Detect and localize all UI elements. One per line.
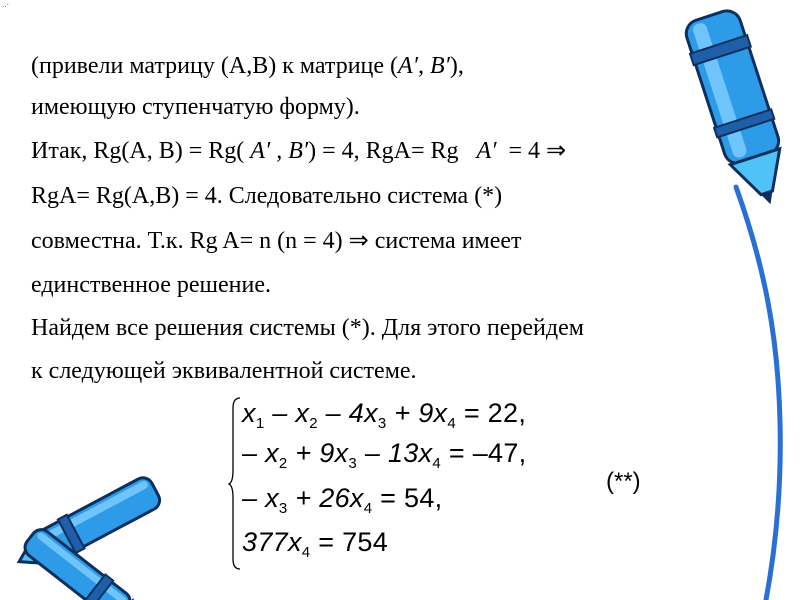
eq4-term-lead: 377x [242, 527, 302, 557]
eq4-rhs: = 754 [310, 527, 389, 557]
text-line-3-b: ) = 4, RgA= Rg [308, 138, 459, 164]
text-line-1-b: ), [449, 53, 464, 79]
text-line-3-a: Итак, Rg(A, B) = Rg( [31, 138, 245, 164]
eq1-term-3: + 9x [386, 398, 448, 428]
pens-icon [0, 476, 190, 600]
eq2-term-2: – 13x [357, 438, 433, 468]
equation-system [228, 396, 558, 571]
pen-icon [668, 2, 800, 600]
eq1-rhs: = 22, [456, 398, 527, 428]
eq2-sub-2: 3 [348, 455, 358, 472]
text-line-6: единственное решение. [31, 272, 271, 298]
text-line-1-a: (привели матрицу (А,В) к матрице ( [31, 53, 399, 79]
equation-2 [242, 438, 526, 472]
eq2-term-1: + 9x [287, 438, 349, 468]
eq2-sub-1: 2 [278, 455, 288, 472]
eq1-sub-4: 4 [447, 415, 457, 432]
eq1-term-lead: x [242, 398, 256, 428]
text-line-8: к следующей эквивалентной системе. [31, 358, 417, 384]
eq3-term-lead: – x [242, 483, 279, 513]
math-pair: A′ , B′ [250, 138, 309, 164]
eq1-sub-3: 3 [377, 415, 387, 432]
text-line-3 [31, 137, 566, 165]
eq1-term-1: – x [264, 398, 310, 428]
math-a-prime-2: A′ [476, 138, 497, 164]
eq2-rhs: = –47, [441, 438, 527, 468]
math-b-prime-1: , B′ [417, 53, 450, 79]
text-line-1 [31, 52, 464, 80]
text-line-4: RgA= Rg(A,B) = 4. Следовательно система (*) [31, 183, 503, 209]
eq2-term-lead: – x [242, 438, 279, 468]
text-line-5: совместна. Т.к. Rg A= n (n = 4) ⇒ система имеет [31, 228, 522, 254]
system-label: (**) [606, 468, 641, 495]
equation-3 [242, 483, 442, 517]
corner-mark: ..· [2, 0, 10, 9]
equation-4 [242, 527, 388, 561]
eq3-rhs: = 54, [372, 483, 443, 513]
eq3-sub-1: 3 [278, 500, 288, 517]
eq2-sub-3: 4 [432, 455, 442, 472]
eq1-term-2: – 4x [317, 398, 378, 428]
eq4-sub-1: 4 [301, 544, 311, 561]
eq3-sub-2: 4 [363, 500, 373, 517]
text-line-7: Найдем все решения системы (*). Для этого перейдем [31, 315, 584, 341]
eq1-sub-1: 1 [255, 415, 265, 432]
math-a-prime-1: A′ [398, 53, 418, 79]
equation-1 [242, 398, 526, 432]
text-line-2: имеющую ступенчатую форму). [31, 94, 360, 120]
eq1-sub-2: 2 [309, 415, 318, 432]
text-line-3-c: = 4 ⇒ [508, 138, 567, 164]
eq3-term-1: + 26x [287, 483, 364, 513]
